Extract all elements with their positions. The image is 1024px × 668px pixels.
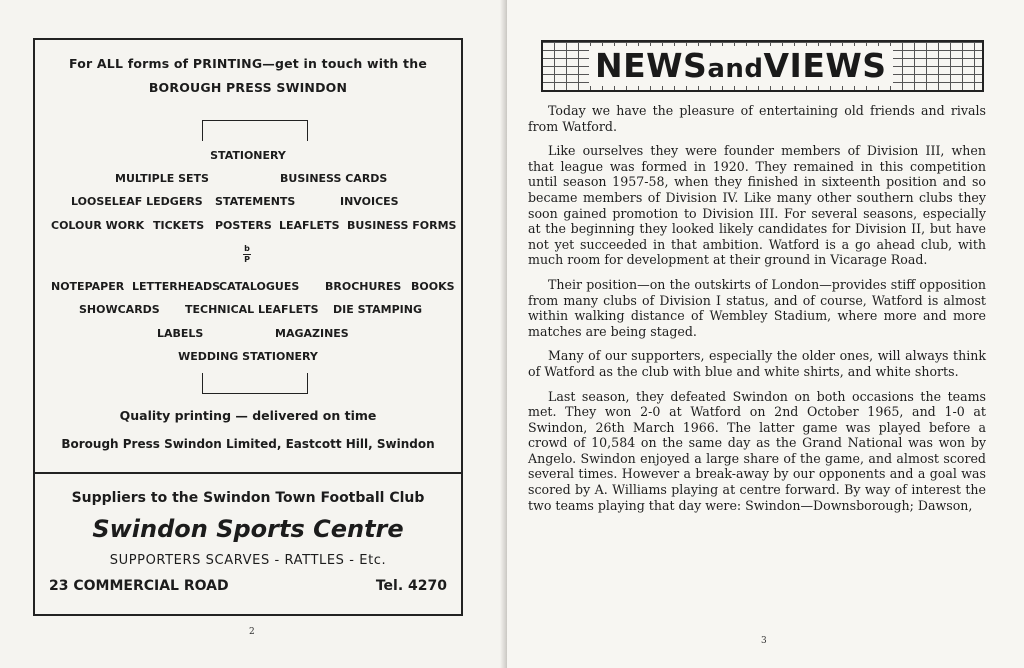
article-body [528, 103, 986, 522]
advert-heading-line2: BOROUGH PRESS SWINDON [148, 80, 348, 95]
quality-slogan: Quality printing — delivered on time [119, 408, 377, 423]
article-paragraph: Last season, they defeated Swindon on both occasions the teams met. They won 2-0 at Watford on 2nd October 1965, and 1-0 at Swindon, 26th March 1966. The latter game was played before a crowd of 10,584 on the same day as the Grand National was won by Angelo. Swindon enjoyed a large share of the game, and almost scored several times. However a break-away by our opponents and a goal was scored by A. Williams playing at centre forward. By way of interest the two teams playing that day were: Swindon—Downsborough; Dawson, [528, 388, 986, 513]
banner-title-views: VIEWS [763, 46, 887, 85]
article-paragraph: Today we have the pleasure of entertaining old friends and rivals from Watford. [528, 103, 986, 134]
item-books: BOOKS [411, 280, 455, 293]
item-catalogues: CATALOGUES [219, 280, 300, 293]
printing-advert-section [35, 40, 461, 472]
item-leaflets: LEAFLETS [279, 219, 340, 232]
advert-divider [35, 472, 461, 474]
item-colour-work: COLOUR WORK [51, 219, 145, 232]
item-magazines: MAGAZINES [275, 327, 349, 340]
item-showcards: SHOWCARDS [79, 303, 160, 316]
item-brochures: BROCHURES [325, 280, 402, 293]
advert-heading-line1: For ALL forms of PRINTING—get in touch with the [69, 56, 427, 71]
item-statements: STATEMENTS [215, 195, 296, 208]
item-stationery: STATIONERY [210, 149, 286, 162]
article-paragraph: Like ourselves they were founder members of Division III, when that league was formed in 1920. They remained in this competition until season 1957-58, when they finished in sixteenth position and so became members of Division IV. Like many other southern clubs they soon gained promotion to Division III. For several seasons, especially at the beginning they looked likely candidates for Division II, but have not yet succeeded in that ambition. Watford is a go ahead club, with much room for development at their ground in Vicarage Road. [528, 143, 986, 268]
sports-centre-name: Swindon Sports Centre [92, 515, 404, 543]
press-address: Borough Press Swindon Limited, Eastcott Hill, Swindon [61, 437, 435, 451]
banner-title [589, 46, 893, 86]
bracket-top [202, 120, 308, 141]
item-die-stamping: DIE STAMPING [333, 303, 422, 316]
borough-press-monogram: b P [244, 244, 250, 264]
sports-centre-address: 23 COMMERCIAL ROAD [49, 578, 229, 594]
item-invoices: INVOICES [340, 195, 399, 208]
article-paragraph: Their position—on the outskirts of London—provides stiff opposition from many clubs of Division I status, and of course, Watford is almost within walking distance of Wembley Stadium, where more and more matches are being staged. [528, 276, 986, 339]
news-and-views-banner [541, 40, 984, 92]
item-looseleaf-ledgers: LOOSELEAF LEDGERS [71, 195, 203, 208]
item-multiple-sets: MULTIPLE SETS [115, 172, 209, 185]
item-tickets: TICKETS [153, 219, 205, 232]
article-paragraph: Many of our supporters, especially the older ones, will always think of Watford as the club with blue and white shirts, and white shorts. [528, 348, 986, 379]
borough-press-advert [33, 38, 463, 616]
page-number-left: 2 [249, 627, 255, 637]
item-business-cards: BUSINESS CARDS [280, 172, 388, 185]
banner-title-and: and [707, 54, 764, 84]
item-wedding-stationery: WEDDING STATIONERY [178, 350, 318, 363]
item-labels: LABELS [157, 327, 204, 340]
page-number-right: 3 [761, 636, 767, 646]
right-page [507, 0, 1024, 668]
item-posters: POSTERS [215, 219, 272, 232]
banner-title-news: NEWS [595, 46, 708, 85]
suppliers-line: Suppliers to the Swindon Town Football Club [71, 490, 425, 506]
sports-centre-products: SUPPORTERS SCARVES - RATTLES - Etc. [109, 553, 387, 568]
left-page [0, 0, 507, 668]
item-letterheads: LETTERHEADS [132, 280, 221, 293]
item-technical-leaflets: TECHNICAL LEAFLETS [185, 303, 319, 316]
sports-centre-phone: Tel. 4270 [375, 578, 447, 594]
item-notepaper: NOTEPAPER [51, 280, 125, 293]
item-business-forms: BUSINESS FORMS [347, 219, 457, 232]
bracket-bottom [202, 373, 308, 394]
